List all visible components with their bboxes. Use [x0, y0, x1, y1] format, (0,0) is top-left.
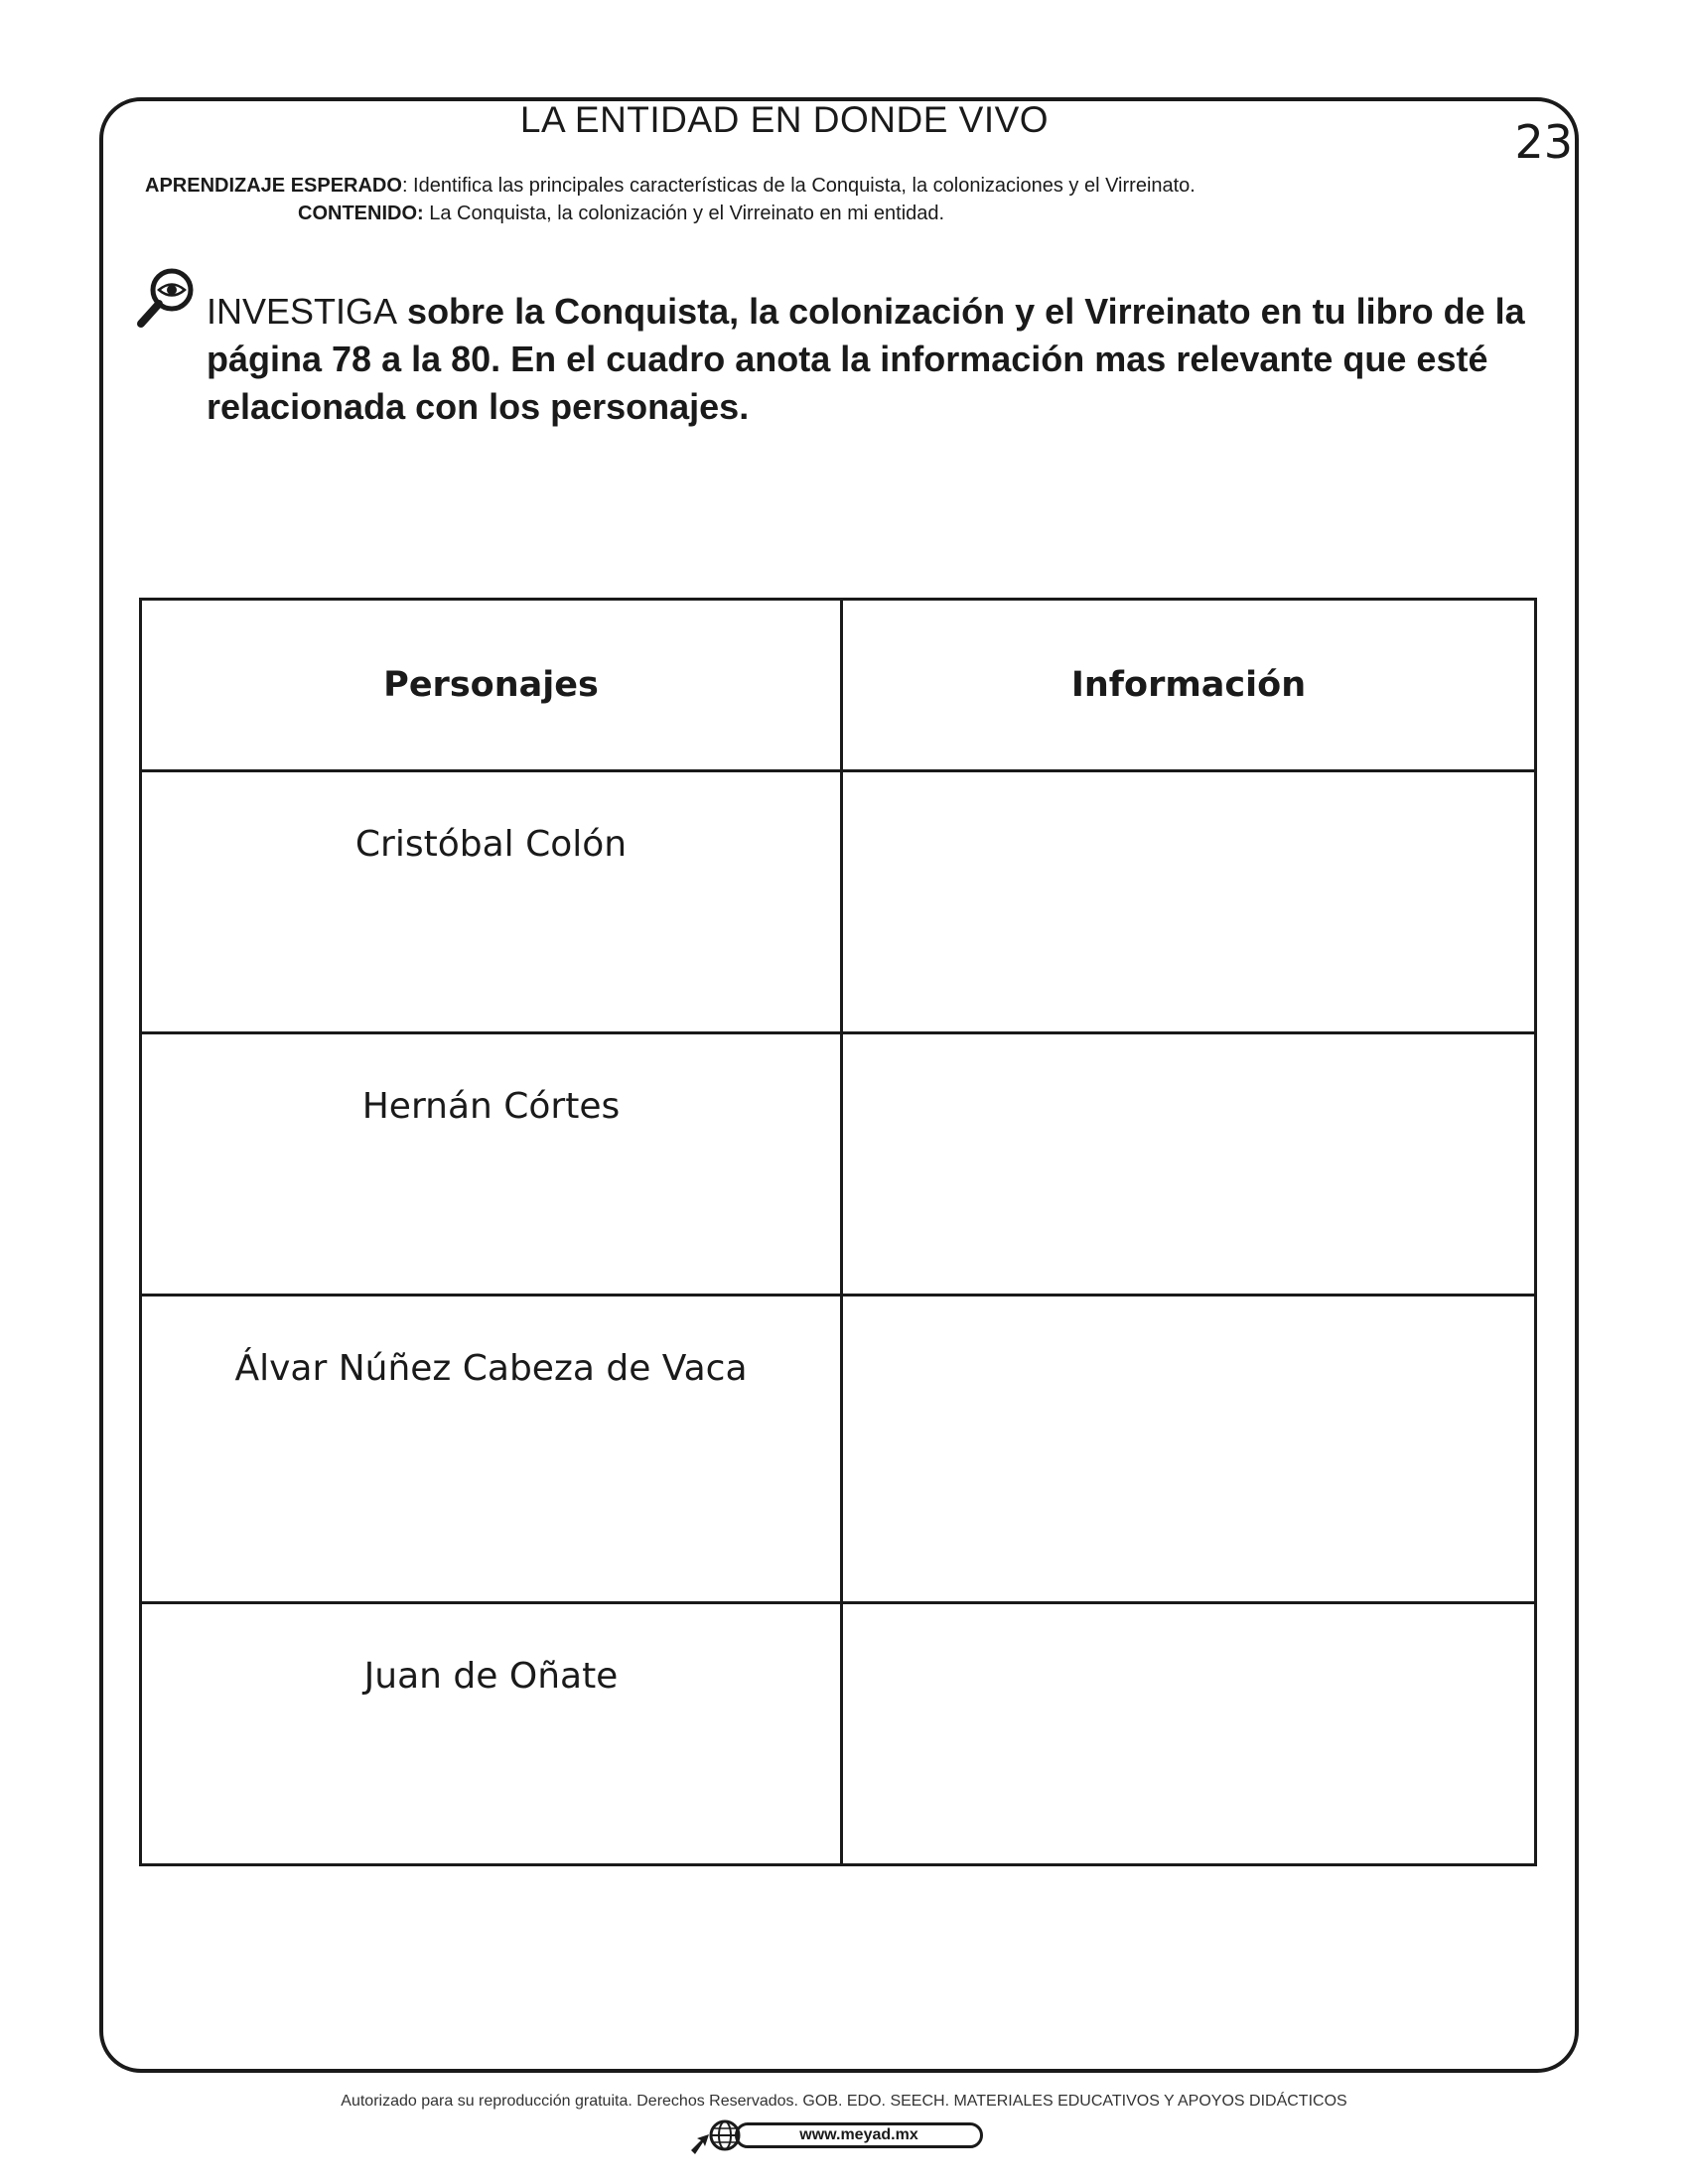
- informacion-cell[interactable]: [842, 1296, 1536, 1603]
- informacion-cell[interactable]: [842, 771, 1536, 1033]
- personaje-cell: [141, 1603, 842, 1865]
- table-row: [141, 771, 1536, 1033]
- instruction-lead: INVESTIGA: [207, 291, 398, 332]
- personaje-cell: [141, 1033, 842, 1296]
- page-number: 23: [1514, 115, 1573, 169]
- aprendizaje-esperado: [145, 175, 1196, 198]
- personaje-name: Hernán Córtes: [361, 1086, 621, 1127]
- contenido-text: La Conquista, la colonización y el Virreinato en mi entidad.: [423, 203, 945, 224]
- search-eye-icon: [135, 266, 197, 330]
- table-row: [141, 1296, 1536, 1603]
- website-link[interactable]: www.meyad.mx: [735, 2122, 983, 2148]
- personaje-name: Cristóbal Colón: [354, 824, 628, 865]
- personaje-cell: [141, 771, 842, 1033]
- header-personajes: Personajes: [141, 600, 842, 771]
- informacion-cell[interactable]: [842, 1033, 1536, 1296]
- table-row: [141, 1603, 1536, 1865]
- table-row: [141, 1033, 1536, 1296]
- contenido-label: CONTENIDO:: [298, 203, 424, 224]
- contenido: [298, 203, 944, 225]
- informacion-cell[interactable]: [842, 1603, 1536, 1865]
- aprendizaje-text: : Identifica las principales características de la Conquista, la colonizaciones y el Virreinato.: [401, 175, 1196, 197]
- instruction-body: sobre la Conquista, la colonización y el Virreinato en tu libro de la página 78 a la 80. En el cuadro anota la información mas relevante que esté relacionada con los personajes.: [207, 291, 1525, 427]
- table-header-row: [141, 600, 1536, 771]
- footer-notice: Autorizado para su reproducción gratuita. Derechos Reservados. GOB. EDO. SEECH. MATERIALES EDUCATIVOS Y APOYOS DIDÁCTICOS: [341, 2093, 1347, 2110]
- page-title: LA ENTIDAD EN DONDE VIVO: [519, 99, 1050, 140]
- aprendizaje-label: APRENDIZAJE ESPERADO: [145, 175, 402, 197]
- header-informacion: Información: [842, 600, 1536, 771]
- personaje-name: Juan de Oñate: [363, 1656, 619, 1697]
- instruction-text: [207, 288, 1547, 431]
- personaje-name: Álvar Núñez Cabeza de Vaca: [234, 1348, 748, 1389]
- personajes-table: [139, 598, 1537, 1866]
- personaje-cell: [141, 1296, 842, 1603]
